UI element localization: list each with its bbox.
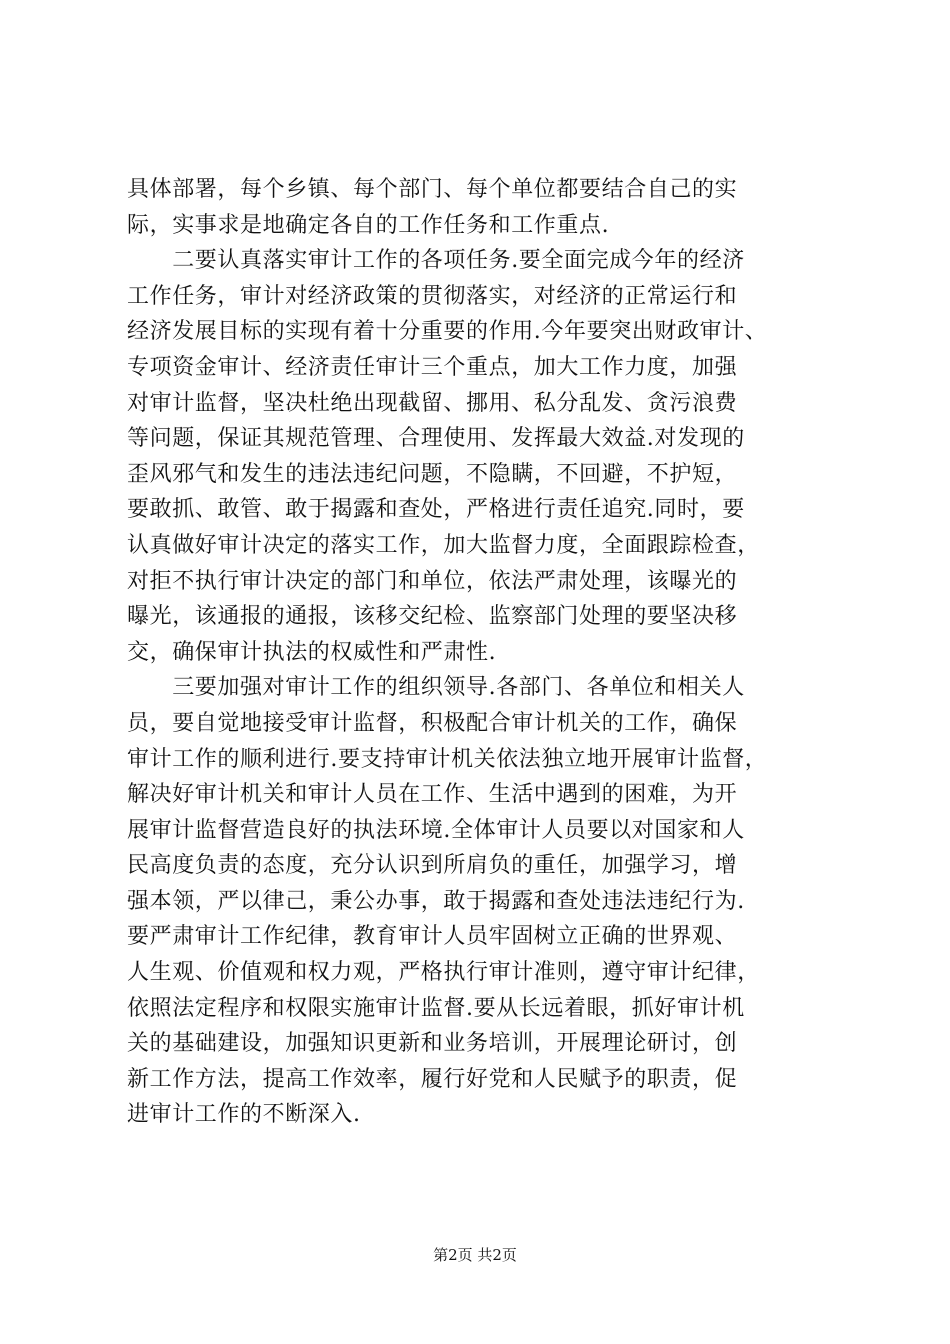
document-body bbox=[127, 172, 839, 1133]
text-line: 专项资金审计、经济责任审计三个重点，加大工作力度，加强 bbox=[127, 354, 738, 380]
text-line: 员，要自觉地接受审计监督，积极配合审计机关的工作，确保 bbox=[127, 710, 738, 736]
text-line: 民高度负责的态度，充分认识到所肩负的重任，加强学习，增 bbox=[127, 853, 738, 879]
text-line: 关的基础建设，加强知识更新和业务培训，开展理论研讨，创 bbox=[127, 1031, 738, 1057]
text-line: 解决好审计机关和审计人员在工作、生活中遇到的困难，为开 bbox=[127, 782, 738, 808]
text-line: 展审计监督营造良好的执法环境.全体审计人员要以对国家和人 bbox=[127, 817, 745, 843]
text-line: 交，确保审计执法的权威性和严肃性. bbox=[127, 639, 497, 665]
text-line: 二要认真落实审计工作的各项任务.要全面完成今年的经济 bbox=[127, 248, 745, 274]
text-line: 经济发展目标的实现有着十分重要的作用.今年要突出财政审计、 bbox=[127, 319, 768, 345]
text-line: 际，实事求是地确定各自的工作任务和工作重点. bbox=[127, 212, 610, 238]
text-line: 工作任务，审计对经济政策的贯彻落实，对经济的正常运行和 bbox=[127, 283, 738, 309]
text-line: 认真做好审计决定的落实工作，加大监督力度，全面跟踪检查， bbox=[127, 532, 760, 558]
text-line: 具体部署，每个乡镇、每个部门、每个单位都要结合自己的实 bbox=[127, 177, 738, 202]
text-line: 等问题，保证其规范管理、合理使用、发挥最大效益.对发现的 bbox=[127, 426, 745, 452]
page-number-footer: 第2页 共2页 bbox=[433, 1246, 517, 1264]
text-line: 进审计工作的不断深入. bbox=[127, 1102, 361, 1128]
text-line: 歪风邪气和发生的违法违纪问题，不隐瞒，不回避，不护短， bbox=[127, 461, 738, 487]
text-line: 新工作方法，提高工作效率，履行好党和人民赋予的职责，促 bbox=[127, 1066, 738, 1092]
text-line: 三要加强对审计工作的组织领导.各部门、各单位和相关人 bbox=[127, 675, 745, 701]
text-line: 要严肃审计工作纪律，教育审计人员牢固树立正确的世界观、 bbox=[127, 924, 738, 950]
text-line: 审计工作的顺利进行.要支持审计机关依法独立地开展审计监督， bbox=[127, 746, 768, 772]
text-line: 曝光，该通报的通报，该移交纪检、监察部门处理的要坚决移 bbox=[127, 604, 738, 630]
text-line: 要敢抓、敢管、敢于揭露和查处，严格进行责任追究.同时，要 bbox=[127, 497, 745, 523]
text-line: 对拒不执行审计决定的部门和单位，依法严肃处理，该曝光的 bbox=[127, 568, 738, 594]
text-line: 强本领，严以律己，秉公办事，敢于揭露和查处违法违纪行为. bbox=[127, 888, 745, 914]
text-line: 人生观、价值观和权力观，严格执行审计准则，遵守审计纪律， bbox=[127, 960, 760, 986]
text-line: 对审计监督，坚决杜绝出现截留、挪用、私分乱发、贪污浪费 bbox=[127, 390, 738, 416]
text-line: 依照法定程序和权限实施审计监督.要从长远着眼，抓好审计机 bbox=[127, 995, 745, 1021]
